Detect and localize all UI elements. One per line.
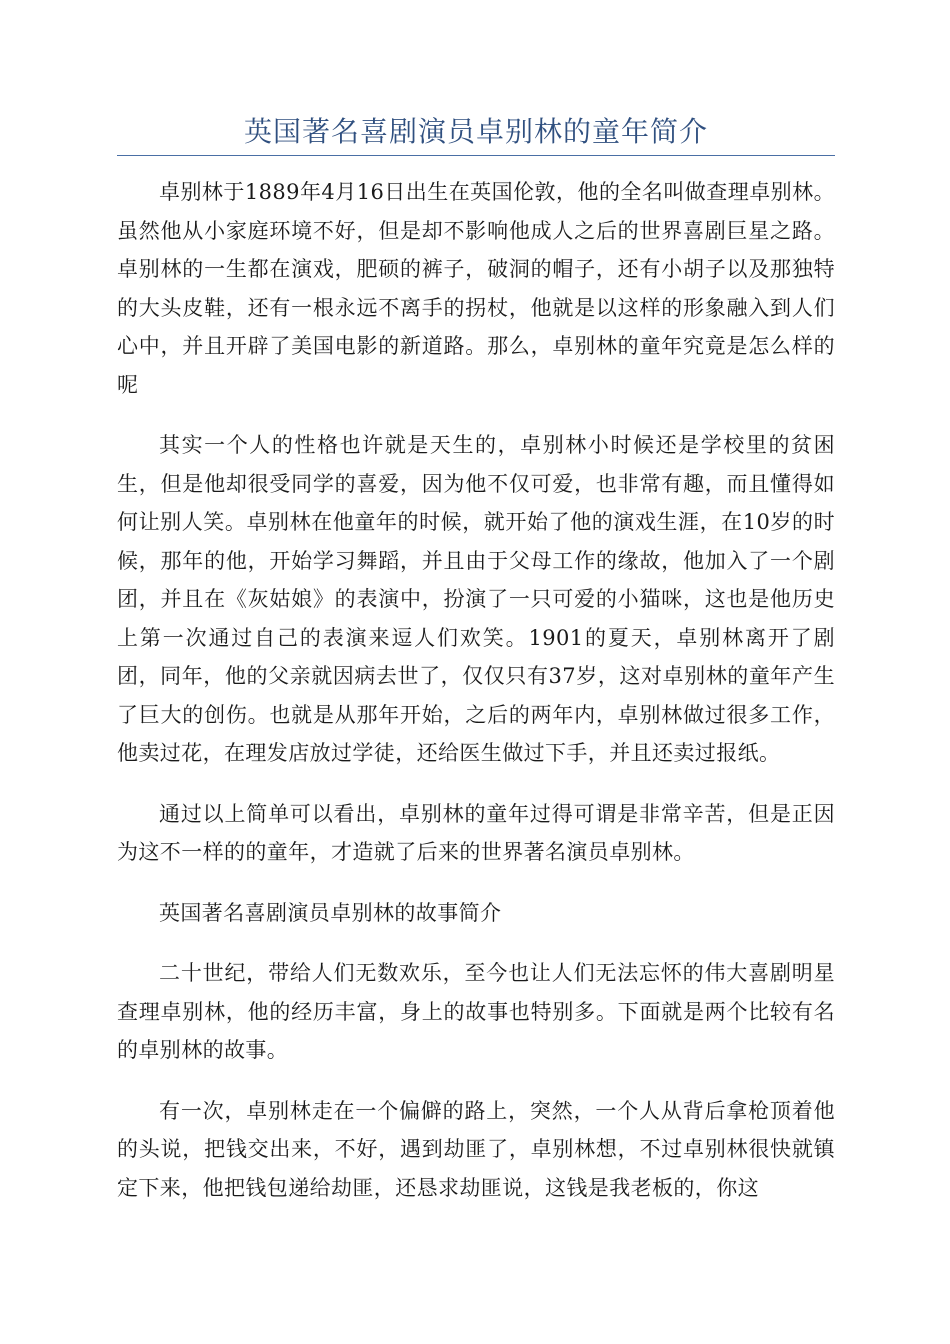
paragraph-intro: 卓别林于1889年4月16日出生在英国伦敦，他的全名叫做查理卓别林。虽然他从小家庭环境不好，但是却不影响他成人之后的世界喜剧巨星之路。卓别林的一生都在演戏，肥硕的裤子，破洞的帽子，还有小胡子以及那独特的大头皮鞋，还有一根永远不离手的拐杖，他就是以这样的形象融入到人们心中，并且开辟了美国电影的新道路。那么，卓别林的童年究竟是怎么样的呢 — [117, 180, 835, 397]
document-body — [117, 173, 835, 1229]
paragraph-childhood: 其实一个人的性格也许就是天生的，卓别林小时候还是学校里的贫困生，但是他却很受同学的喜爱，因为他不仅可爱，也非常有趣，而且懂得如何让别人笑。卓别林在他童年的时候，就开始了他的演戏生涯，在10岁的时候，那年的他，开始学习舞蹈，并且由于父母工作的缘故，他加入了一个剧团，并且在《灰姑娘》的表演中，扮演了一只可爱的小猫咪，这也是他历史上第一次通过自己的表演来逗人们欢笑。1901的夏天，卓别林离开了剧团，同年，他的父亲就因病去世了，仅仅只有37岁，这对卓别林的童年产生了巨大的创伤。也就是从那年开始，之后的两年内，卓别林做过很多工作，他卖过花，在理发店放过学徒，还给医生做过下手，并且还卖过报纸。 — [117, 433, 835, 765]
paragraph-story-robbery: 有一次，卓别林走在一个偏僻的路上，突然，一个人从背后拿枪顶着他的头说，把钱交出来，不好，遇到劫匪了，卓别林想，不过卓别林很快就镇定下来，他把钱包递给劫匪，还恳求劫匪说，这钱是我老板的，你这 — [117, 1098, 835, 1200]
page-title: 英国著名喜剧演员卓别林的童年简介 — [243, 115, 708, 148]
title-underline — [117, 155, 835, 156]
section-heading: 英国著名喜剧演员卓别林的故事简介 — [159, 900, 502, 925]
paragraph-conclusion: 通过以上简单可以看出，卓别林的童年过得可谓是非常辛苦，但是正因为这不一样的的童年，才造就了后来的世界著名演员卓别林。 — [117, 801, 835, 864]
paragraph-stories-intro: 二十世纪，带给人们无数欢乐，至今也让人们无法忘怀的伟大喜剧明星查理卓别林，他的经历丰富，身上的故事也特别多。下面就是两个比较有名的卓别林的故事。 — [117, 961, 835, 1062]
